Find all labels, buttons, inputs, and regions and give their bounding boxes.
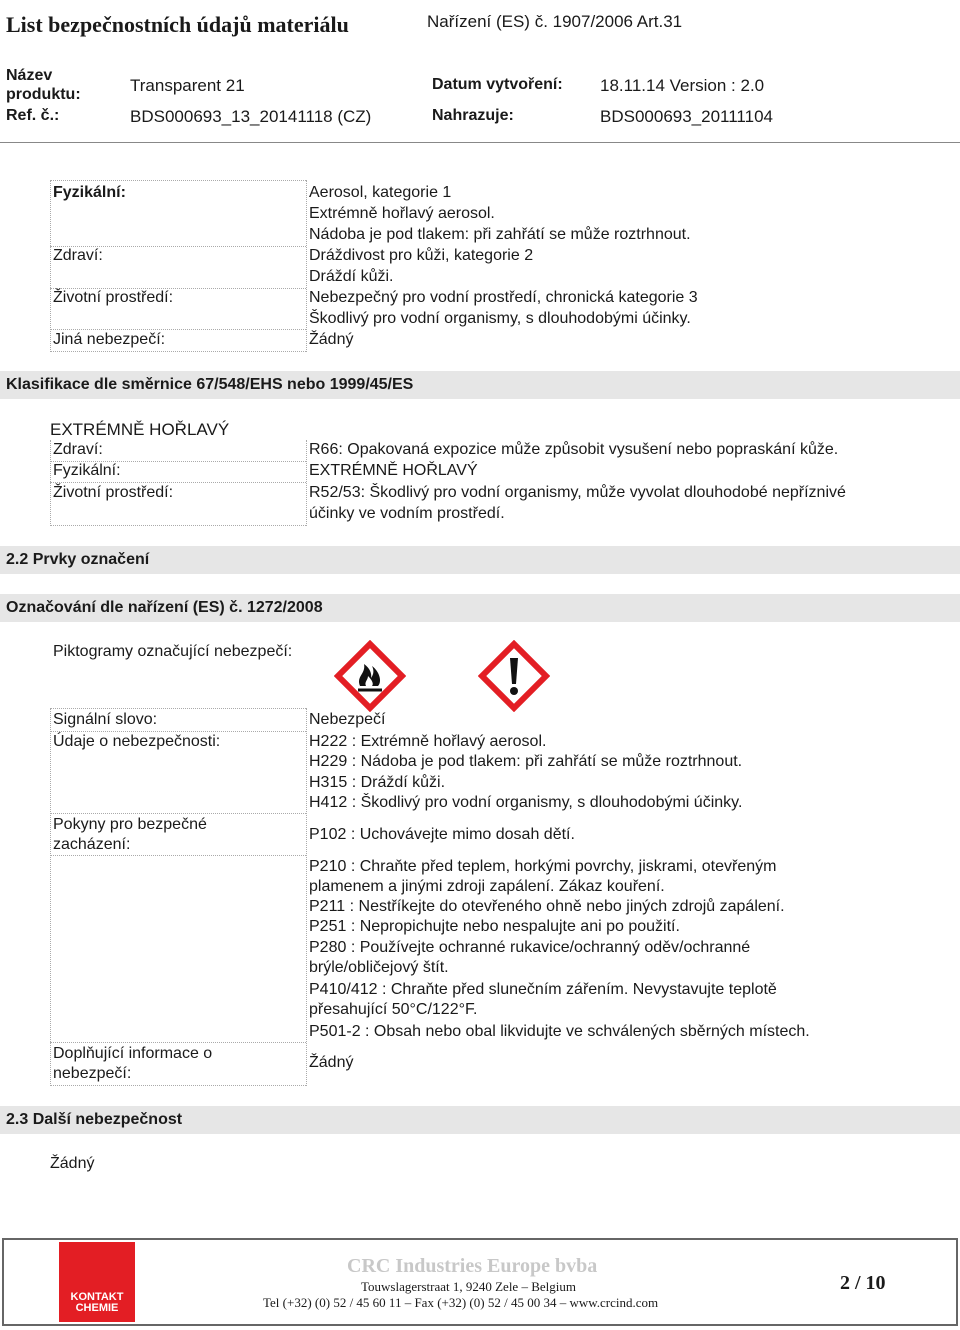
document-title: List bezpečnostních údajů materiálu — [6, 12, 349, 37]
replaces-label: Nahrazuje: — [432, 107, 514, 124]
eu-classification-header — [0, 371, 960, 399]
row-divider — [50, 351, 306, 352]
table-top-border — [50, 180, 306, 181]
product-label — [6, 66, 81, 104]
created-value: 18.11.14 Version : 2.0 — [600, 76, 765, 95]
health-label: Zdraví: — [53, 247, 103, 264]
precautionary-statement: P211 : Nestříkejte do otevřeného ohně nebo jiných zdrojů zapálení. — [309, 898, 785, 915]
precautionary-label-line2: zacházení: — [53, 836, 131, 853]
phys-label: Fyzikální: — [53, 184, 126, 201]
hazard-statements-label: Údaje o nebezpečnosti: — [53, 733, 221, 750]
other-hazards-value: Žádný — [309, 331, 354, 348]
row-divider — [50, 813, 306, 814]
section-2-3-header — [0, 1106, 960, 1134]
supplemental-info-label — [53, 1044, 212, 1084]
eu-env-label: Životní prostředí: — [53, 484, 174, 501]
env-label: Životní prostředí: — [53, 289, 174, 306]
hazard-statement: H222 : Extrémně hořlavý aerosol. — [309, 733, 547, 750]
eu-env-value-line1: R52/53: Škodlivý pro vodní organismy, může vyvolat dlouhodobé nepříznivé — [309, 484, 846, 501]
product-name: Transparent 21 — [130, 76, 245, 95]
regulation-reference: Nařízení (ES) č. 1907/2006 Art.31 — [427, 12, 683, 31]
phys-line-2: Extrémně hořlavý aerosol. — [309, 205, 495, 222]
eu-health-value: R66: Opakovaná expozice může způsobit vysušení nebo popraskání kůže. — [309, 441, 839, 458]
precautionary-statement: P251 : Nepropichujte nebo nespalujte ani po použití. — [309, 918, 680, 935]
product-label-line1: Název — [6, 67, 53, 84]
eu-env-value-line2: účinky ve vodním prostředí. — [309, 505, 505, 522]
table-border-left — [50, 440, 51, 526]
health-line-2: Dráždí kůži. — [309, 268, 394, 285]
table-border-mid — [306, 708, 307, 1086]
eu-phys-label: Fyzikální: — [53, 462, 121, 479]
kontakt-chemie-logo — [28, 1242, 166, 1322]
section-2-2-header — [0, 546, 960, 574]
precautionary-statement: plamenem a jinými zdroji zapálení. Zákaz kouření. — [309, 878, 665, 895]
eu-classification-title: Klasifikace dle směrnice 67/548/EHS nebo 1999/45/ES — [6, 376, 414, 393]
row-divider — [50, 525, 306, 526]
signal-word-value: Nebezpečí — [309, 711, 386, 728]
precautionary-statement: přesahující 50°C/122°F. — [309, 1001, 478, 1018]
precautionary-statement: P210 : Chraňte před teplem, horkými povrchy, jiskrami, otevřeným — [309, 858, 777, 875]
precautionary-statement: brýle/obličejový štít. — [309, 959, 449, 976]
clp-labeling-header — [0, 594, 960, 622]
phys-line-3: Nádoba je pod tlakem: při zahřátí se může roztrhnout. — [309, 226, 691, 243]
row-divider — [50, 329, 306, 330]
precautionary-statement: P280 : Používejte ochranné rukavice/ochranný oděv/ochranné — [309, 939, 751, 956]
exclamation-pictogram-icon — [478, 640, 550, 712]
other-hazards-label: Jiná nebezpečí: — [53, 331, 166, 348]
precautionary-statement: P102 : Uchovávejte mimo dosah dětí. — [309, 826, 575, 843]
section-2-2-title: 2.2 Prvky označení — [6, 551, 150, 568]
eu-symbol: EXTRÉMNĚ HOŘLAVÝ — [50, 420, 230, 439]
product-label-line2: produktu: — [6, 86, 81, 103]
created-label: Datum vytvoření: — [432, 76, 563, 93]
eu-health-label: Zdraví: — [53, 441, 103, 458]
supplemental-label-line2: nebezpečí: — [53, 1065, 132, 1082]
table-border-left — [50, 708, 51, 1086]
supplemental-label-line1: Doplňující informace o — [53, 1045, 213, 1062]
precautionary-statement: P501-2 : Obsah nebo obal likvidujte ve schválených sběrných místech. — [309, 1023, 810, 1040]
footer-contact: Tel (+32) (0) 52 / 45 60 11 – Fax (+32) (0) 52 / 45 00 34 – www.crcind.com — [263, 1295, 659, 1310]
logo-text-line1: KONTAKT — [70, 1291, 124, 1303]
row-divider — [50, 482, 306, 483]
precautionary-label — [53, 815, 207, 855]
hazard-statement: H229 : Nádoba je pod tlakem: při zahřátí se může roztrhnout. — [309, 753, 743, 770]
supplemental-info-value: Žádný — [309, 1054, 354, 1071]
eu-phys-value: EXTRÉMNĚ HOŘLAVÝ — [309, 462, 478, 479]
hazard-statement: H412 : Škodlivý pro vodní organismy, s dlouhodobými účinky. — [309, 794, 743, 811]
precautionary-label-line1: Pokyny pro bezpečné — [53, 816, 207, 833]
row-divider — [50, 731, 306, 732]
ref-value: BDS000693_13_20141118 (CZ) — [130, 107, 372, 126]
env-line-2: Škodlivý pro vodní organismy, s dlouhodobými účinky. — [309, 310, 691, 327]
page-number: 2 / 10 — [840, 1272, 886, 1294]
hazard-statement: H315 : Dráždí kůži. — [309, 774, 446, 791]
section-2-3-title: 2.3 Další nebezpečnost — [6, 1111, 183, 1128]
pictograms-label: Piktogramy označující nebezpečí: — [53, 643, 293, 660]
other-hazards-text: Žádný — [50, 1155, 95, 1172]
logo-text-line2: CHEMIE — [75, 1302, 119, 1314]
ref-label: Ref. č.: — [6, 107, 60, 124]
phys-line-1: Aerosol, kategorie 1 — [309, 184, 452, 201]
table-top-border — [50, 708, 306, 709]
row-divider — [50, 855, 306, 856]
env-line-1: Nebezpečný pro vodní prostředí, chronická kategorie 3 — [309, 289, 698, 306]
table-border-left — [50, 180, 51, 352]
flame-pictogram-icon — [334, 640, 406, 712]
row-divider — [50, 1042, 306, 1043]
clp-labeling-title: Označování dle nařízení (ES) č. 1272/2008 — [6, 599, 323, 616]
signal-word-label: Signální slovo: — [53, 711, 158, 728]
health-line-1: Dráždivost pro kůži, kategorie 2 — [309, 247, 534, 264]
row-divider — [50, 1085, 306, 1086]
footer-company-name: CRC Industries Europe bvba — [347, 1255, 598, 1277]
table-border-mid — [306, 180, 307, 352]
replaces-value: BDS000693_20111104 — [600, 107, 773, 126]
precautionary-statement: P410/412 : Chraňte před slunečním zářením. Nevystavujte teplotě — [309, 981, 777, 998]
table-border-mid — [306, 440, 307, 526]
footer-address: Touwslagerstraat 1, 9240 Zele – Belgium — [361, 1279, 576, 1294]
header-divider — [0, 142, 960, 143]
logo-red-block — [59, 1242, 135, 1322]
